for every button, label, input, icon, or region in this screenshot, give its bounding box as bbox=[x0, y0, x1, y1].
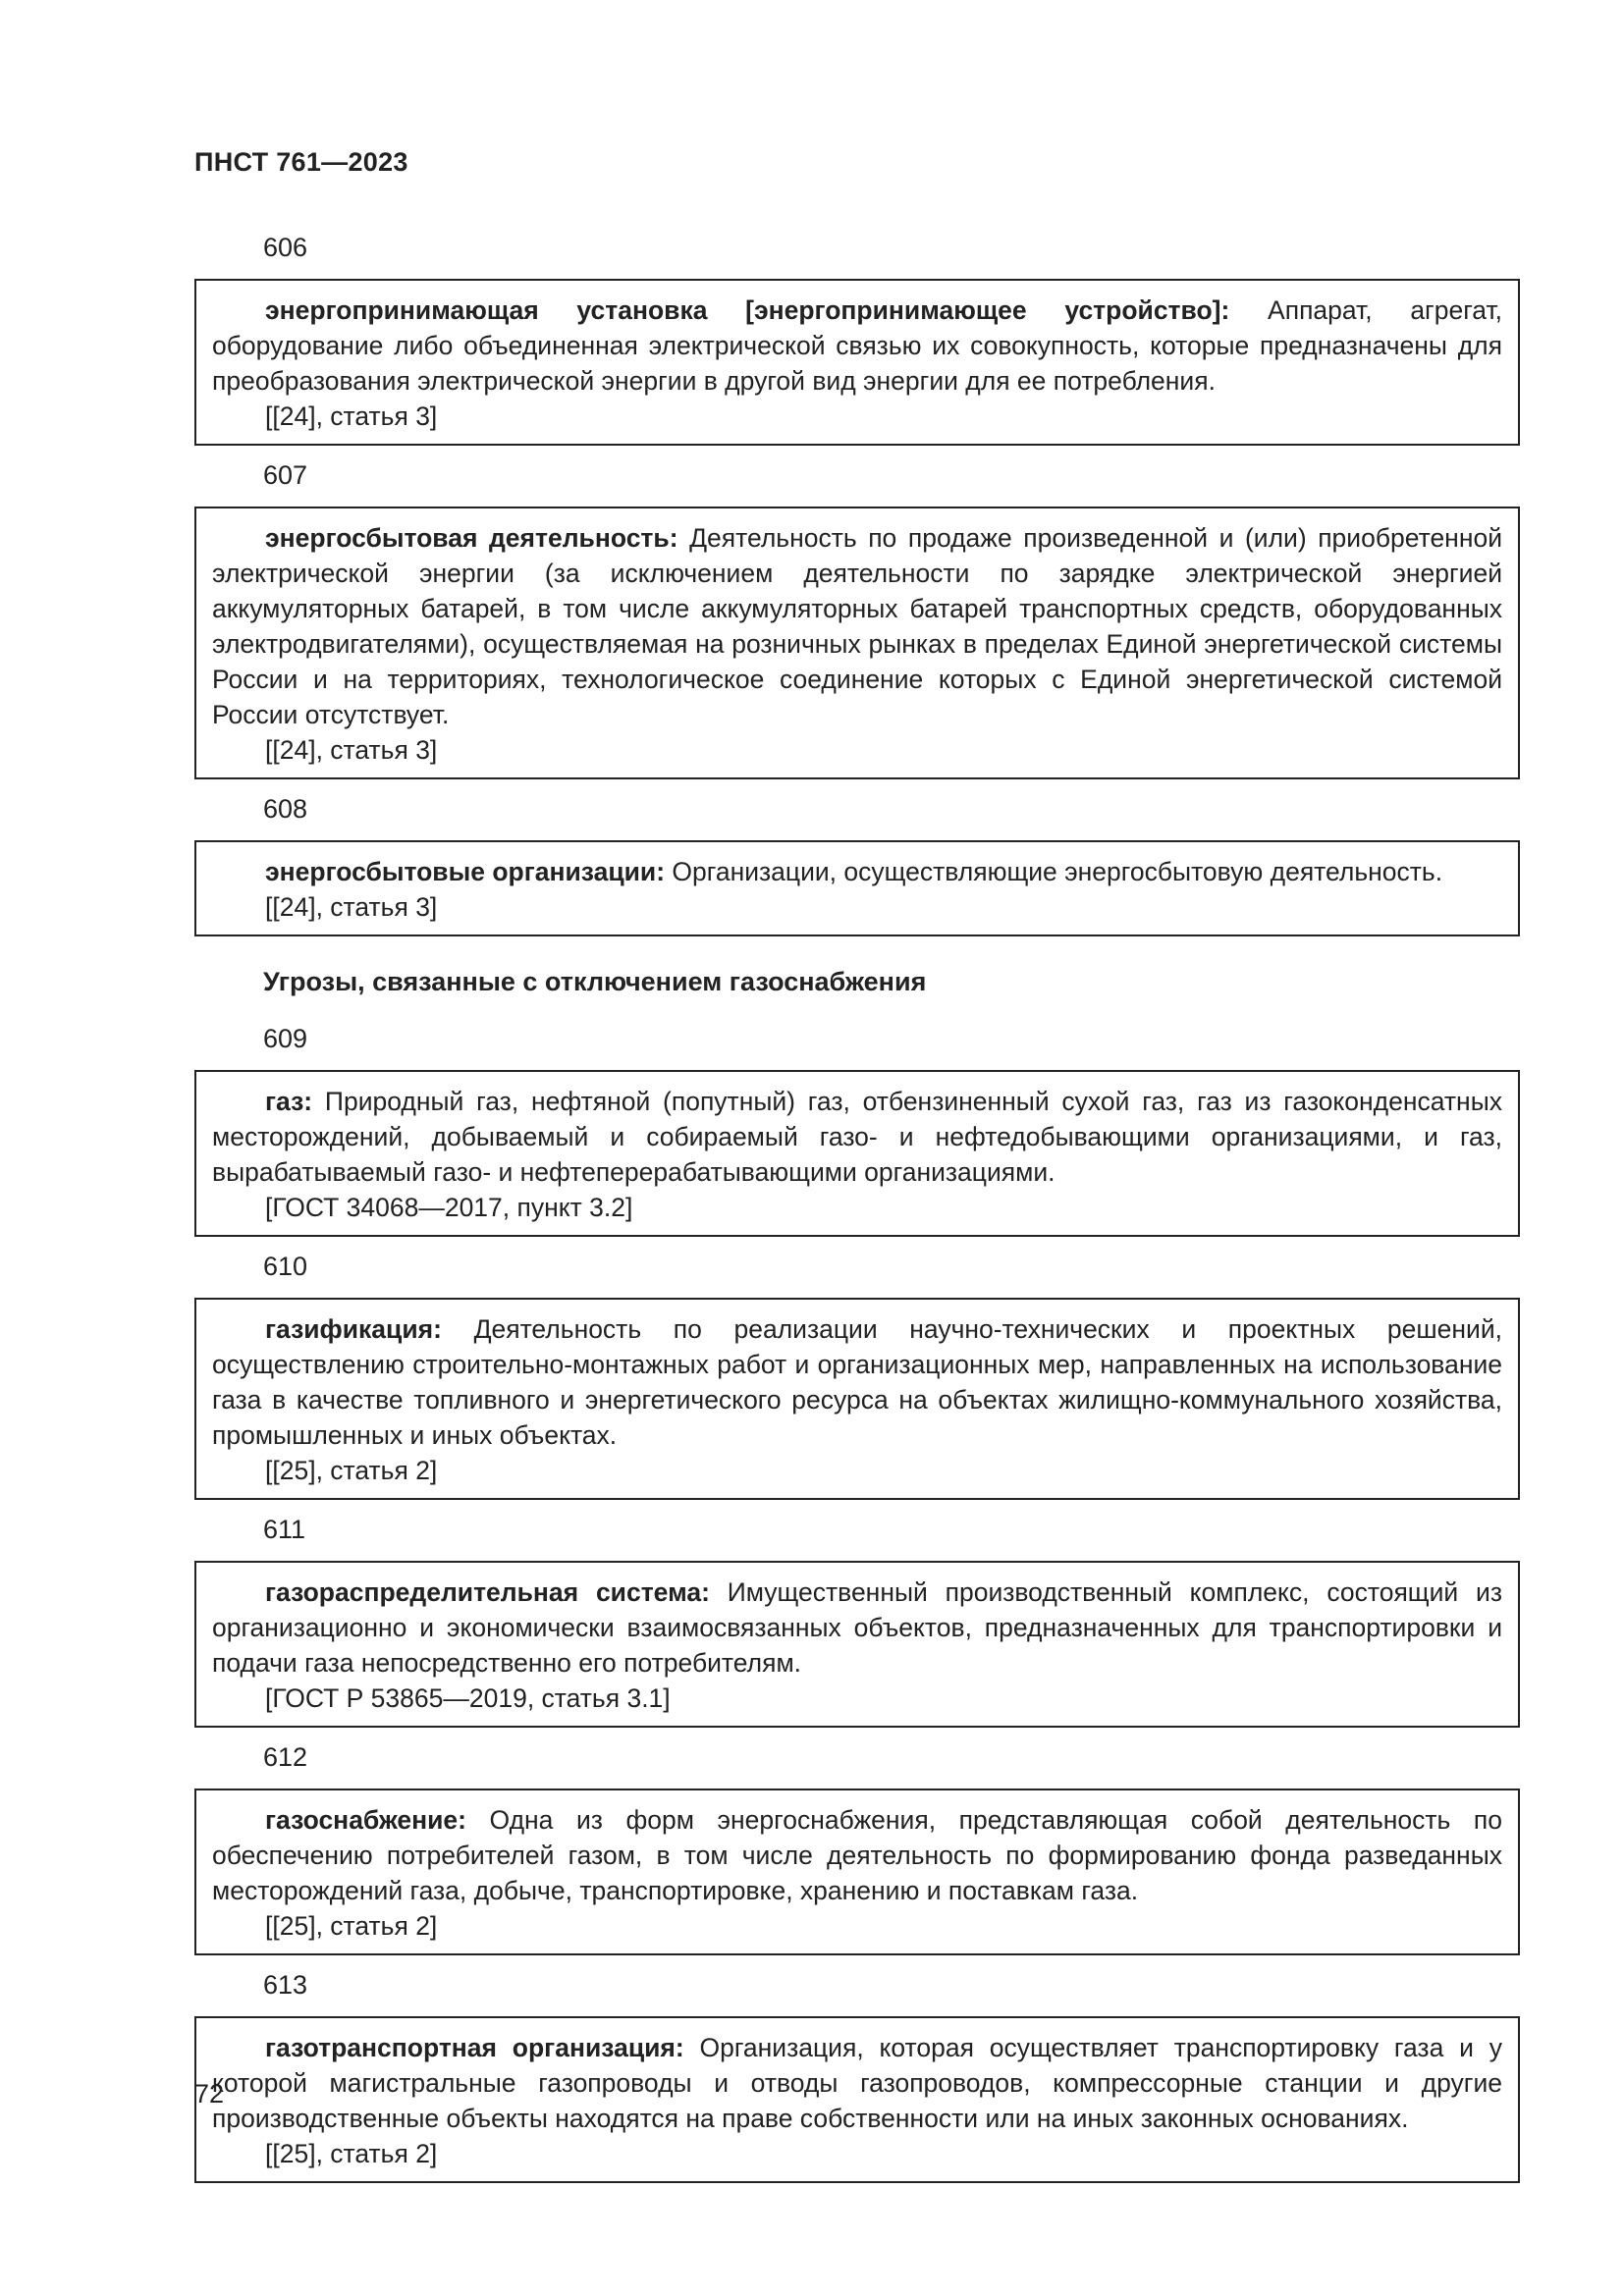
entry-number: 612 bbox=[263, 1742, 308, 1772]
entry-number: 613 bbox=[263, 1970, 308, 2000]
entry-definition-paragraph bbox=[212, 854, 1502, 889]
entry-number: 611 bbox=[263, 1515, 306, 1544]
term-name: газоснабжение: bbox=[265, 1805, 466, 1835]
term-source-reference: [[25], статья 2] bbox=[265, 2139, 438, 2168]
document-body bbox=[194, 224, 1520, 2197]
term-definition: Деятельность по продаже произведенной и (или) приобретенной электрической энергии (за исключением деятельности по зарядке электрической энергией аккумуляторных батарей, в том числе аккумуляторных батарей транспортных средств, оборудованных электродвигателями), осуществляемая на розничных рынках в пределах Единой энергетической системы России и на территориях, технологическое соединение которых с Единой энергетической системой России отсутствует. bbox=[212, 523, 1502, 729]
section-heading: Угрозы, связанные с отключением газоснабжения bbox=[263, 967, 927, 996]
term-entry bbox=[194, 1070, 1520, 1237]
term-entry bbox=[194, 840, 1520, 936]
entry-number: 607 bbox=[263, 460, 308, 490]
entry-definition-paragraph bbox=[212, 1311, 1502, 1453]
term-source-reference: [[25], статья 2] bbox=[265, 1911, 438, 1941]
term-name: газификация: bbox=[265, 1314, 442, 1344]
term-definition: Организация, которая осуществляет транспортировку газа и у которой магистральные газопроводы и отводы газопроводов, компрессорные станции и другие производственные объекты находятся на праве собственности или на иных законных основаниях. bbox=[212, 2033, 1502, 2133]
term-source-reference: [ГОСТ Р 53865—2019, статья 3.1] bbox=[265, 1683, 671, 1713]
term-name: энергопринимающая установка [энергопринимающее устройство]: bbox=[265, 295, 1230, 325]
entry-definition-paragraph bbox=[212, 293, 1502, 399]
term-entry bbox=[194, 1298, 1520, 1500]
term-name: энергосбытовые организации: bbox=[265, 857, 666, 886]
term-definition: Организации, осуществляющие энергосбытовую деятельность. bbox=[672, 857, 1443, 886]
term-entry bbox=[194, 279, 1520, 446]
entry-number: 609 bbox=[263, 1024, 308, 1053]
page-number: 72 bbox=[194, 2079, 225, 2109]
entry-definition-paragraph bbox=[212, 520, 1502, 732]
term-definition: Одна из форм энергоснабжения, представляющая собой деятельность по обеспечению потребителей газом, в том числе деятельность по формированию фонда разведанных месторождений газа, добыче, транспортировке, хранению и поставкам газа. bbox=[212, 1805, 1502, 1905]
term-name: энергосбытовая деятельность: bbox=[265, 523, 678, 553]
term-source-reference: [ГОСТ 34068—2017, пункт 3.2] bbox=[265, 1193, 633, 1222]
term-entry bbox=[194, 1789, 1520, 1955]
term-entry bbox=[194, 2016, 1520, 2183]
term-name: газ: bbox=[265, 1087, 313, 1116]
entry-number: 608 bbox=[263, 794, 308, 824]
term-definition: Деятельность по реализации научно-технических и проектных решений, осуществлению строительно-монтажных работ и организационных мер, направленных на использование газа в качестве топливного и энергетического ресурса на объектах жилищно-коммунального хозяйства, промышленных и иных объектах. bbox=[212, 1314, 1502, 1450]
term-definition: Имущественный производственный комплекс, состоящий из организационно и экономически взаимосвязанных объектов, предназначенных для транспортировки и подачи газа непосредственно его потребителям. bbox=[212, 1577, 1502, 1678]
entry-number: 606 bbox=[263, 233, 308, 262]
entry-definition-paragraph bbox=[212, 1575, 1502, 1681]
term-source-reference: [[24], статья 3] bbox=[265, 892, 438, 922]
entry-definition-paragraph bbox=[212, 2030, 1502, 2136]
entry-number: 610 bbox=[263, 1252, 308, 1281]
term-name: газотранспортная организация: bbox=[265, 2033, 684, 2062]
term-definition: Природный газ, нефтяной (попутный) газ, отбензиненный сухой газ, газ из газоконденсатных месторождений, добываемый и собираемый газо- и нефтедобывающими организациями, и газ, вырабатываемый газо- и нефтеперерабатывающими организациями. bbox=[212, 1087, 1502, 1187]
term-entry bbox=[194, 507, 1520, 779]
term-source-reference: [[25], статья 2] bbox=[265, 1456, 438, 1485]
document-code: ПНСТ 761—2023 bbox=[194, 147, 408, 177]
entry-definition-paragraph bbox=[212, 1802, 1502, 1908]
term-source-reference: [[24], статья 3] bbox=[265, 401, 438, 431]
entry-definition-paragraph bbox=[212, 1084, 1502, 1190]
term-source-reference: [[24], статья 3] bbox=[265, 735, 438, 765]
term-definition: Аппарат, агрегат, оборудование либо объединенная электрической связью их совокупность, которые предназначены для преобразования электрической энергии в другой вид энергии для ее потребления. bbox=[212, 295, 1503, 396]
term-name: газораспределительная система: bbox=[265, 1577, 710, 1607]
term-entry bbox=[194, 1561, 1520, 1728]
